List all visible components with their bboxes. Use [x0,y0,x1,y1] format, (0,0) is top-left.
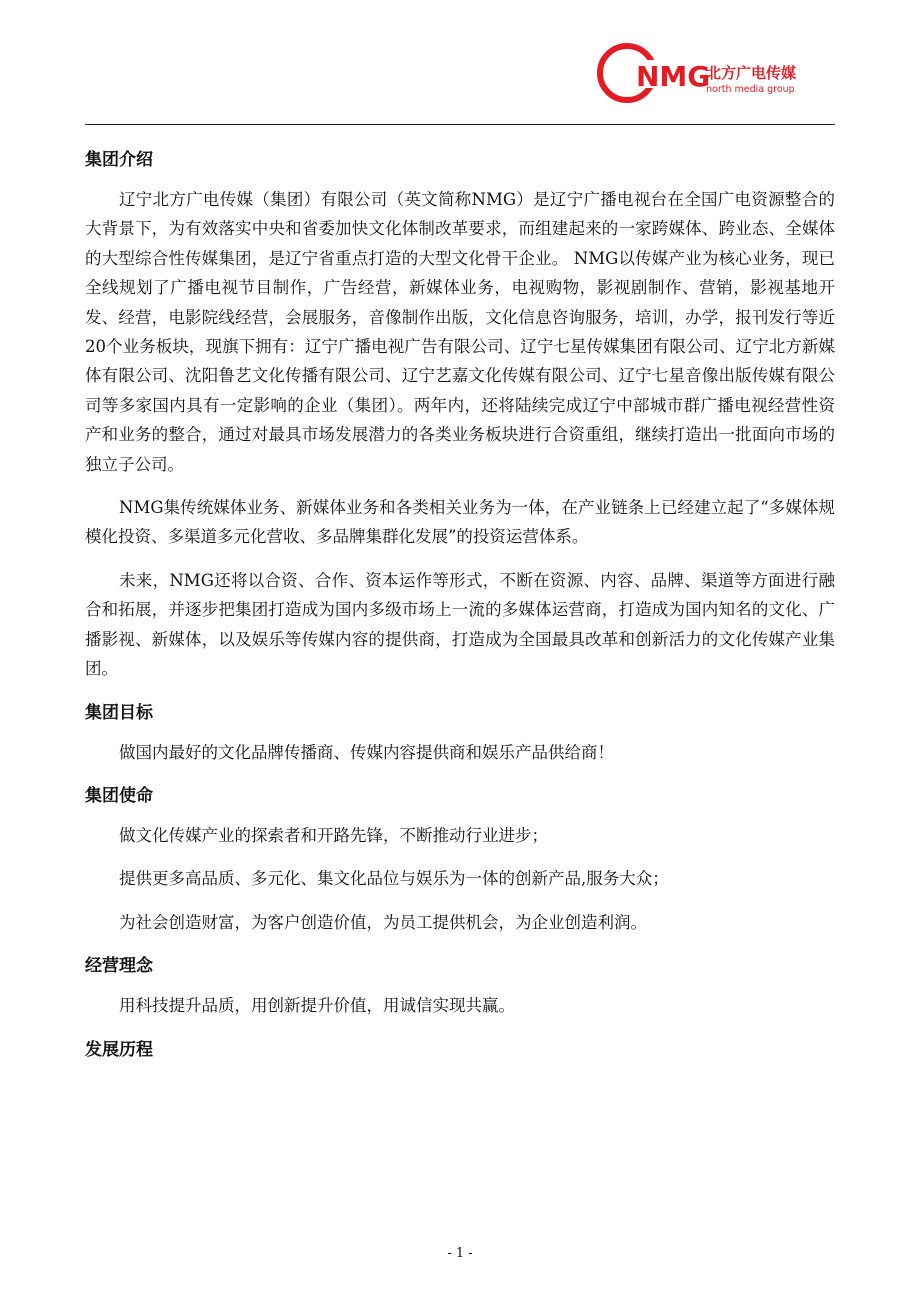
section-heading-philosophy: 经营理念 [85,956,153,977]
nmg-logo [596,42,826,104]
intro-paragraph-2: NMG集传统媒体业务、新媒体业务和各类相关业务为一体，在产业链条上已经建立起了“多媒体规模化投资、多渠道多元化营收、多品牌集群化发展”的投资运营体系。 [85,498,835,547]
goal-paragraph: 做国内最好的文化品牌传播商、传媒内容提供商和娱乐产品供给商！ [119,742,614,762]
intro-paragraph-3: 未来，NMG还将以合资、合作、资本运作等形式，不断在资源、内容、品牌、渠道等方面进行融合和拓展，并逐步把集团打造成为国内多级市场上一流的多媒体运营商，打造成为国内知名的文化、广播影视、新媒体，以及娱乐等传媒内容的提供商，打造成为全国最具改革和创新活力的文化传媒产业集团。 [85,570,835,679]
philosophy-paragraph: 用科技提升品质，用创新提升价值，用诚信实现共赢。 [119,996,515,1016]
mission-paragraph-2: 提供更多高品质、多元化、集文化品位与娱乐为一体的创新产品,服务大众； [119,869,669,889]
page-number: - 1 - [447,1246,473,1261]
document-body [85,145,835,1065]
mission-paragraph-1: 做文化传媒产业的探索者和开路先锋，不断推动行业进步； [119,825,548,845]
header-divider [85,124,835,125]
section-heading-intro: 集团介绍 [85,150,153,170]
section-heading-mission: 集团使命 [85,785,153,806]
mission-paragraph-3: 为社会创造财富，为客户创造价值，为员工提供机会，为企业创造利润。 [119,912,647,932]
intro-paragraph-1: 辽宁北方广电传媒（集团）有限公司（英文简称NMG）是辽宁广播电视台在全国广电资源整合的大背景下，为有效落实中央和省委加快文化体制改革要求，而组建起来的一家跨媒体、跨业态、全媒体的大型综合性传媒集团，是辽宁省重点打造的大型文化骨干企业。 NMG以传媒产业为核心业务，现已全线规划了广播电视节目制作，广告经营，新媒体业务，电视购物，影视剧制作、营销，影视基地开发、经营，电影院线经营，会展服务，音像制作出版，文化信息咨询服务，培训，办学，报刊发行等近20个业务板块，现旗下拥有：辽宁广播电视广告有限公司、辽宁七星传媒集团有限公司、辽宁北方新媒体有限公司、沈阳鲁艺文化传播有限公司、辽宁艺嘉文化传媒有限公司、辽宁七星音像出版传媒有限公司等多家国内具有一定影响的企业（集团）。两年内，还将陆续完成辽宁中部城市群广播电视经营性资产和业务的整合，通过对最具市场发展潜力的各类业务板块进行合资重组，继续打造出一批面向市场的独立子公司。 [85,190,835,474]
logo-mark-text: NMG [636,60,711,93]
logo-cn-name: 北方广电传媒 [706,64,797,82]
logo-en-name: north media group [706,84,795,95]
section-heading-history: 发展历程 [85,1039,153,1060]
section-heading-goal: 集团目标 [85,702,153,723]
